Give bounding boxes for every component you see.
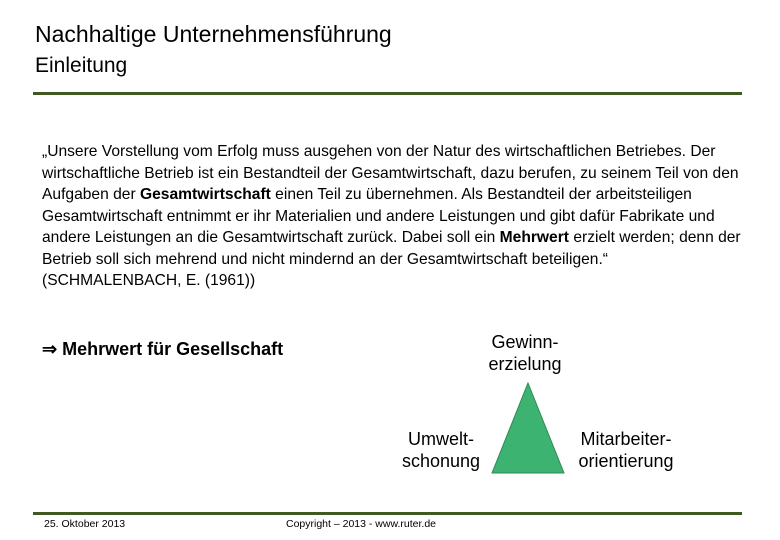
triangle-label-right-line1: Mitarbeiter- xyxy=(580,429,672,449)
quote-text xyxy=(42,141,747,292)
quote-part-3: erzielt werden; denn der Betrieb soll sich mehrend und nicht mindernd an der Gesamtwirtschaft beteiligen.“ (SCHMALENBACH, E. (1961)) xyxy=(42,229,741,289)
footer-copyright: Copyright – 2013 - www.ruter.de xyxy=(286,518,436,530)
quote-part-2: einen Teil zu übernehmen. Als Bestandteil der arbeitsteiligen Gesamtwirtschaft entnimmt er ihr Materialien und andere Leistungen und gibt dafür Fabrikate und andere Leistungen an die Gesamtwirtschaft zurück. Dabei soll ein xyxy=(42,186,715,246)
triangle-label-top-line2: erzielung xyxy=(488,354,562,374)
slide-title: Nachhaltige Unternehmensführung xyxy=(35,21,392,47)
triangle-label-umweltschonung xyxy=(376,428,506,472)
quote-bold-mehrwert: Mehrwert xyxy=(499,229,569,246)
triangle-label-mitarbeiterorientierung xyxy=(556,428,696,472)
triangle-label-top-line1: Gewinn- xyxy=(491,332,559,352)
triangle-label-left-line1: Umwelt- xyxy=(408,429,474,449)
header-divider xyxy=(33,92,742,95)
footer-divider xyxy=(33,512,742,515)
quote-bold-gesamtwirtschaft: Gesamtwirtschaft xyxy=(139,186,271,203)
conclusion-mehrwert: ⇒ Mehrwert für Gesellschaft xyxy=(42,339,284,359)
quote-part-1: „Unsere Vorstellung vom Erfolg muss ausgehen von der Natur des wirtschaftlichen Betriebes. Der wirtschaftliche Betrieb ist ein Bestandteil der Gesamtwirtschaft, dazu berufen, zu seinem Teil von den Aufgaben der xyxy=(42,143,739,203)
triangle-label-right-line2: orientierung xyxy=(578,451,674,471)
triangle-label-left-line2: schonung xyxy=(401,451,481,471)
slide-subtitle: Einleitung xyxy=(35,54,128,77)
footer-date: 25. Oktober 2013 xyxy=(44,518,126,530)
triangle-label-gewinnerzielung xyxy=(460,331,590,375)
